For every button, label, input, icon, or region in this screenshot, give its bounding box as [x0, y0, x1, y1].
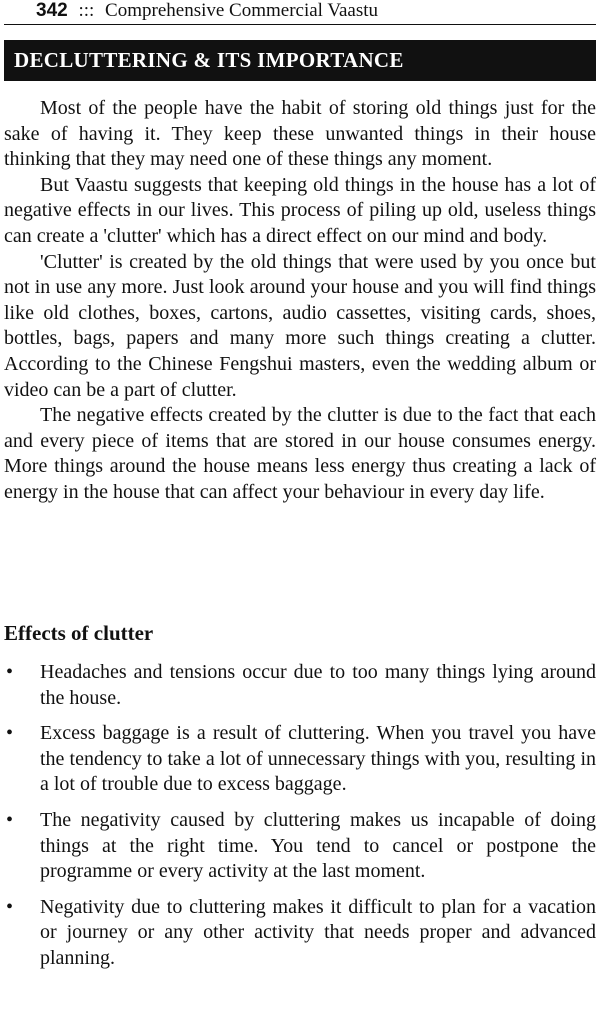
bullet-icon: •	[6, 722, 14, 745]
list-item-text: Negativity due to cluttering makes it difficult to plan for a vacation or journey or any other activity that needs proper and advanced planning.	[40, 895, 596, 969]
header-rule	[4, 24, 596, 25]
list-item-text: Excess baggage is a result of cluttering. When you travel you have the tendency to take a lot of unnecessary things with you, resulting in a lot of trouble due to excess baggage.	[40, 722, 596, 796]
paragraph: But Vaastu suggests that keeping old things in the house has a lot of negative effects in our lives. This process of piling up old, useless things can create a 'clutter' which has a direct effect on our mind and body.	[4, 173, 596, 247]
list-item	[4, 895, 596, 972]
section-title-banner	[4, 40, 596, 81]
bullet-list	[4, 660, 596, 982]
list-item	[4, 808, 596, 885]
body-text	[4, 96, 596, 506]
page-number: 342	[36, 0, 68, 21]
bullet-icon: •	[6, 895, 14, 918]
paragraph: 'Clutter' is created by the old things that were used by you once but not in use any more. Just look around your house and you will find things like old clothes, boxes, cartons, audio cassettes, visiting cards, shoes, bottles, bags, papers and many more such things creating a clutter. According to the Chinese Fengshui masters, even the wedding album or video can be a part of clutter.	[4, 250, 596, 401]
running-header	[0, 0, 600, 26]
paragraph: Most of the people have the habit of storing old things just for the sake of having it. They keep these unwanted things in their house thinking that they may need one of these things any moment.	[4, 97, 596, 171]
bullet-icon: •	[6, 808, 14, 831]
list-item	[4, 660, 596, 711]
book-title: Comprehensive Commercial Vaastu	[105, 0, 379, 21]
list-item-text: The negativity caused by cluttering makes us incapable of doing things at the right time. You tend to cancel or postpone the programme or every activity at the last moment.	[40, 808, 596, 883]
subheading: Effects of clutter	[4, 621, 154, 645]
paragraph: The negative effects created by the clutter is due to the fact that each and every piece of items that are stored in our house consumes energy. More things around the house means less energy thus creating a lack of energy in the house that can affect your behaviour in every day life.	[4, 404, 596, 503]
header-separator: :::	[78, 0, 95, 21]
bullet-icon: •	[6, 661, 14, 683]
list-item-text: Headaches and tensions occur due to too many things lying around the house.	[40, 661, 596, 709]
section-title: DECLUTTERING & ITS IMPORTANCE	[14, 48, 404, 72]
list-item	[4, 721, 596, 798]
